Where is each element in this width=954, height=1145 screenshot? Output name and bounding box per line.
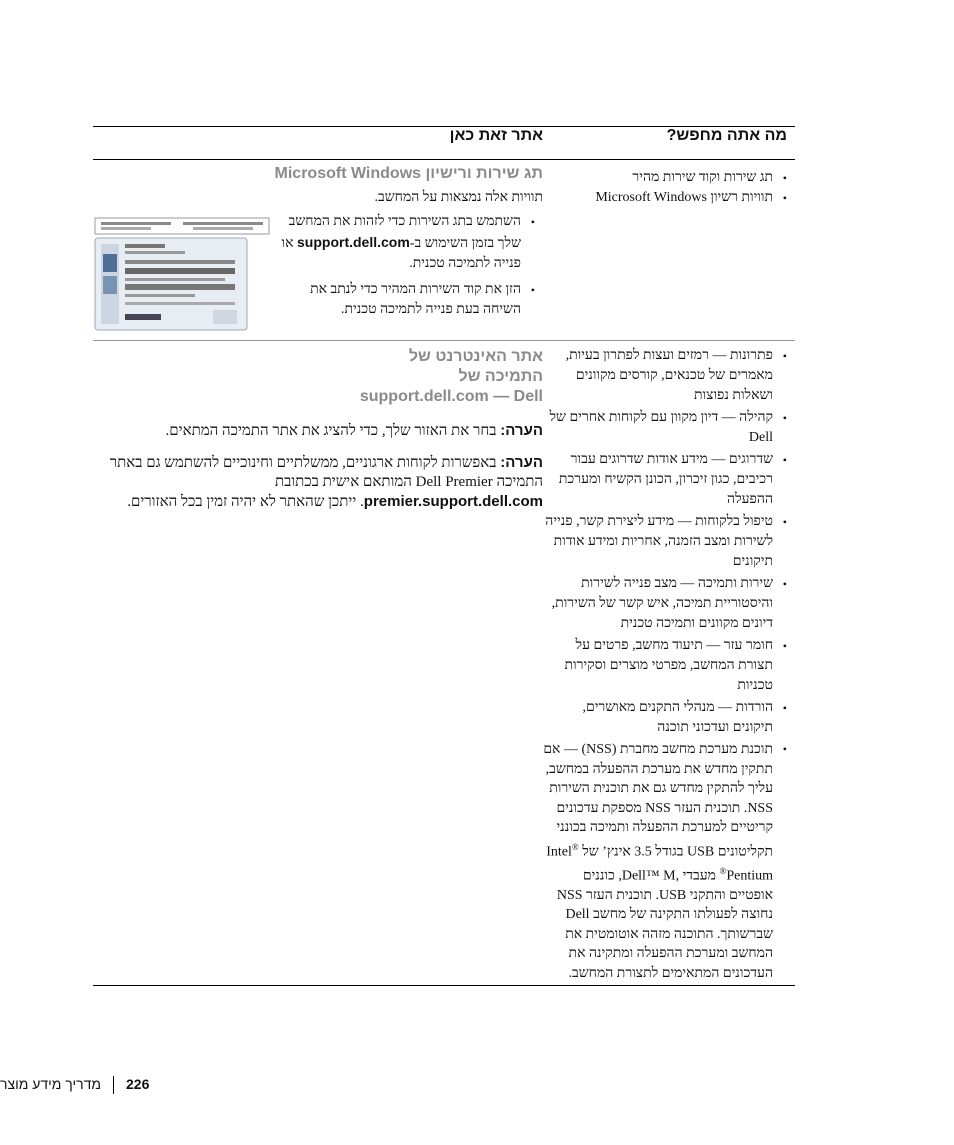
usage-text-before: השתמש בתג השירות כדי לזהות את המחשב שלך בזמן השימוש ב- bbox=[288, 214, 521, 251]
note-2 bbox=[93, 453, 543, 512]
note-label: הערה: bbox=[500, 422, 543, 439]
page-footer bbox=[0, 1076, 895, 1094]
section-title: אתר האינטרנט של התמיכה של support.dell.com — Dell bbox=[359, 348, 543, 405]
table-header-row bbox=[93, 127, 795, 160]
note-text: בחר את האזור שלך, כדי להציג את אתר התמיכה המתאים. bbox=[165, 423, 501, 439]
usage-text-after: או פנייה לתמיכה טכנית. bbox=[281, 236, 521, 271]
note-1 bbox=[93, 421, 543, 441]
note-text: באפשרות לקוחות ארגוניים, ממשלתיים וחינוכיים להשתמש גם באתר התמיכה Dell Premier המותאם אישית בכתובת bbox=[109, 455, 543, 490]
list-item: • תוויות רשיון Microsoft Windows bbox=[543, 188, 795, 208]
row1-left-cell bbox=[93, 160, 543, 341]
list-item: • חומר עזר — תיעוד מחשב, פרטים על תצורת המחשב, מפרטי מוצרים וסקירות טכניות bbox=[543, 636, 795, 696]
row1-usage-list bbox=[93, 212, 543, 320]
row1-right-cell bbox=[543, 160, 795, 341]
support-url: support.dell.com bbox=[297, 234, 410, 250]
list-item: • שדרוגים — מידע אודות שדרוגים עבור רכיבים, כגון זיכרון, הכונן הקשיח ומערכת ההפעלה bbox=[543, 450, 795, 510]
footer-title: מדריך מידע מוצר bbox=[0, 1076, 101, 1092]
premier-url: premier.support.dell.com bbox=[363, 493, 543, 510]
list-item: • הורדות — מנהלי התקנים מאושרים, תיקונים ועדכוני תוכנה bbox=[543, 698, 795, 738]
table-row bbox=[93, 341, 795, 986]
info-table bbox=[93, 126, 795, 986]
footer-divider bbox=[113, 1076, 114, 1094]
row2-right-cell bbox=[543, 341, 795, 986]
nss-text-b: Pentium bbox=[726, 868, 773, 884]
section-intro: תוויות אלה נמצאות על המחשב. bbox=[374, 190, 543, 205]
row1-bullet-list bbox=[543, 168, 795, 208]
list-item: • קהילה — דיון מקוון עם לקוחות אחרים של Dell bbox=[543, 408, 795, 448]
list-item bbox=[93, 212, 543, 274]
row1-content bbox=[93, 212, 543, 332]
section-title: תג שירות ורישיון Microsoft Windows bbox=[274, 165, 543, 182]
header-what-looking-for: מה אתה מחפש? bbox=[666, 127, 787, 144]
row2-bullet-list bbox=[543, 346, 795, 983]
nss-text-a: תוכנת מערכת מחשב מחברת (NSS) — אם תתקין מחדש את מערכת ההפעלה במחשב, עליך להתקין מחדש גם את תוכנית השירות NSS. תוכנית העזר NSS מספקת עדכונים קריטיים למערכת ההפעלה ותמיכה בכונני תקליטונים USB בגודל 3.5 אינץ’ של Intel bbox=[543, 742, 773, 860]
list-item: • פתרונות — רמזים ועצות לפתרון בעיות, מאמרים של טכנאים, קורסים מקוונים ושאלות נפוצות bbox=[543, 346, 795, 406]
list-item: • תוכנת מערכת מחשב מחברת (NSS) — אם תתקין מחדש את מערכת ההפעלה במחשב, עליך להתקין מחדש גם את תוכנית השירות NSS. תוכנית העזר NSS מספקת עדכונים קריטיים למערכת ההפעלה ותמיכה בכונני תקליטונים USB בגודל 3.5 אינץ’ של Intel® Pentium® מעבדי ,Dell™ M, כוננים אופטיים והתקני USB. תוכנית העזר NSS נחוצה לפעולתו התקינה של מחשב Dell שברשותך. התוכנה מזהה אוטומטית את המחשב ומערכת ההפעלה ומתקינה את העדכונים המתאימים לתצורת המחשב. bbox=[543, 740, 795, 983]
page-number: 226 bbox=[126, 1076, 150, 1092]
list-item: • הזן את קוד השירות המהיר כדי לנתב את השיחה בעת פנייה לתמיכה טכנית. bbox=[93, 280, 543, 320]
list-item: • תג שירות וקוד שירות מהיר bbox=[543, 168, 795, 188]
list-item: • טיפול בלקוחות — מידע ליצירת קשר, פנייה לשירות ומצב הזמנה, אחריות ומידע אודות תיקונים bbox=[543, 512, 795, 572]
row2-left-cell bbox=[93, 341, 543, 986]
list-item: • שירות ותמיכה — מצב פנייה לשירות והיסטוריית תמיכה, איש קשר של השירות, דיונים מקוונים ותמיכה טכנית bbox=[543, 574, 795, 634]
note-label: הערה: bbox=[500, 454, 543, 471]
note-text-after: . ייתכן שהאתר לא יהיה זמין בכל האזורים. bbox=[127, 494, 364, 510]
table-row bbox=[93, 160, 795, 341]
header-find-it-here: אתר זאת כאן bbox=[449, 127, 543, 144]
nss-text-c: מעבדי ,Dell™ M, כוננים אופטיים והתקני USB. תוכנית העזר NSS נחוצה לפעולתו התקינה של מחשב Dell שברשותך. התוכנה מזהה אוטומטית את המחשב ומערכת ההפעלה ומתקינה את העדכונים המתאימים לתצורת המחשב. bbox=[556, 868, 773, 981]
